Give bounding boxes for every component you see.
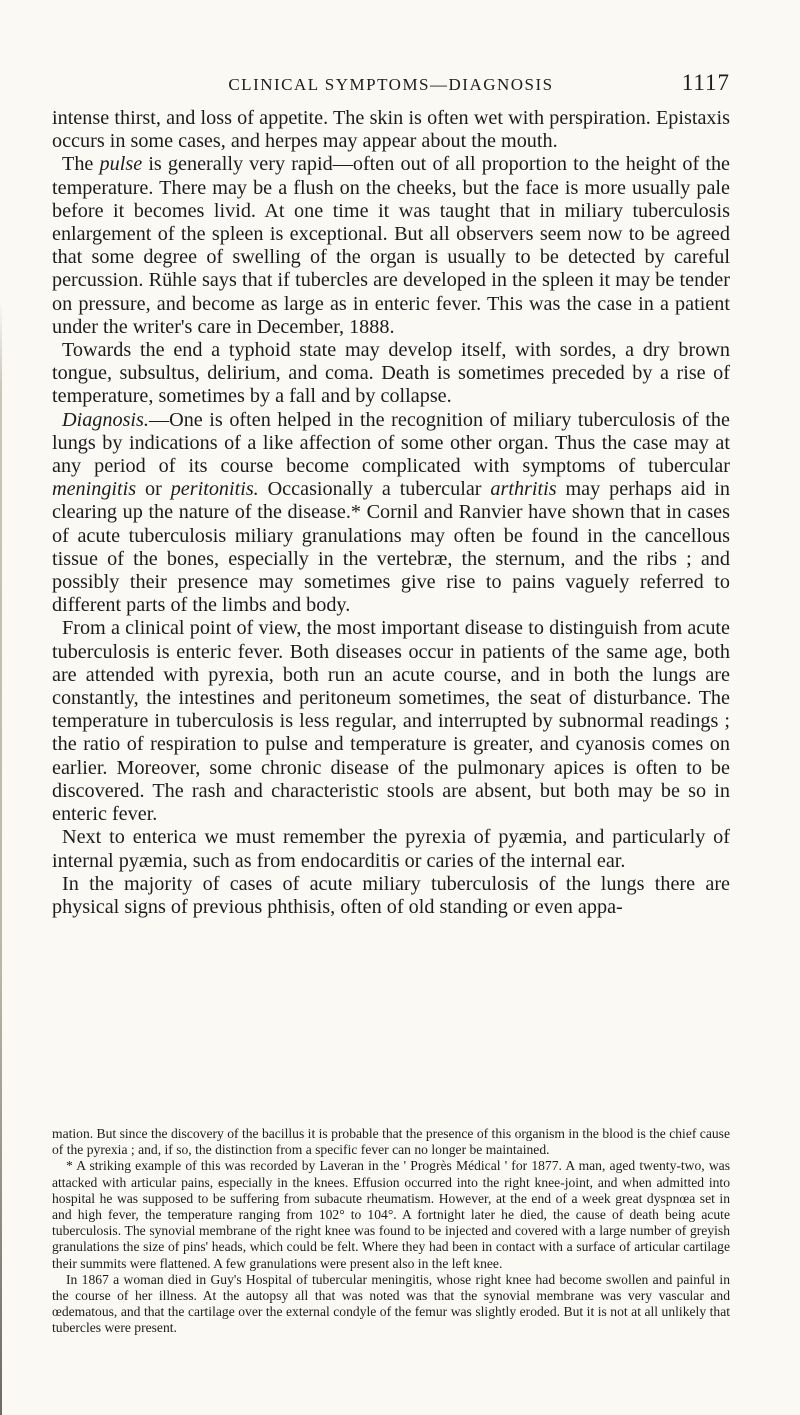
text-run: is generally very rapid—often out of all proportion to the height of the temperature. There may be a flush on the cheeks, but the face is more usually pale before it becomes livid. At one time it was taught that in miliary tuberculosis enlargement of the spleen is exceptional. But all observers seem now to be agreed that some degree of swelling of the organ is usually to be detected by careful percussion. Rühle says that if tubercles are developed in the spleen it may be tender on pressure, and become as large as in enteric fever. This was the case in a patient under the writer's care in December, 1888. [52,153,731,338]
footnote [52,1158,730,1271]
text-run: or [136,478,171,501]
paragraph [52,873,730,919]
paragraph [52,409,730,618]
page-number: 1117 [681,70,730,95]
italic-term: meningitis [52,478,137,501]
italic-term: pulse [99,153,143,176]
italic-term: peritonitis. [170,478,259,501]
text-run: In 1867 a woman died in Guy's Hospital of tubercular meningitis, whose right knee had become swollen and painful in the course of her illness. At the autopsy all that was noted was that the synovial membrane was very vascular and œdematous, and that the cartilage over the external condyle of the femur was slightly eroded. But it is not at all unlikely that tubercles were present. [52,1271,730,1336]
paragraph [52,826,730,872]
paragraph [52,153,730,339]
text-run: * A striking example of this was recorded by Laveran in the ' Progrès Médical ' for 1877. A man, aged twenty-two, was attacked with articular pains, especially in the knees. Effusion occurred into the right knee-joint, and when admitted into hospital he was supposed to be suffering from subacute rheumatism. However, at the end of a week great dyspnœa set in and high fever, the temperature ranging from 102° to 104°. A fortnight later he died, the cause of death being acute tuberculosis. The synovial membrane of the right knee was found to be injected and covered with a large number of greyish granulations the size of pins' heads, which could be felt. Where they had been in contact with a surface of articular cartilage their summits were flattened. A few granulations were present also in the left knee. [52,1158,730,1271]
text-run: may perhaps aid in clearing up the nature of the disease.* Cornil and Ranvier have shown that in cases of acute tuberculosis miliary granulations may often be found in the cancellous tissue of the bones, especially in the vertebræ, the sternum, and the ribs ; and possibly their presence may sometimes give rise to pains vaguely referred to different parts of the limbs and body. [52,478,730,617]
text-run: The [62,153,100,176]
text-run: Towards the end a typhoid state may develop itself, with sordes, a dry brown tongue, subsultus, delirium, and coma. Death is sometimes preceded by a rise of temperature, sometimes by a fall and by collapse. [52,339,730,408]
text-run: Occasionally a tubercular [258,478,491,501]
paragraph [52,339,730,409]
text-run: mation. But since the discovery of the bacillus it is probable that the presence of this organism in the blood is the chief cause of the pyrexia ; and, if so, the distinction from a specific fever can no longer be maintained. [52,1126,730,1158]
italic-term: Diagnosis. [62,408,149,431]
footnote [52,1272,730,1337]
page-header [52,70,730,102]
small-print-continuation [52,1126,730,1158]
text-run: intense thirst, and loss of appetite. The skin is often wet with perspiration. Epistaxis occurs in some cases, and herpes may appear about the mouth. [52,107,730,153]
text-run: Next to enterica we must remember the pyrexia of pyæmia, and particularly of internal pyæmia, such as from endocarditis or caries of the internal ear. [52,826,730,872]
paragraph [52,617,730,826]
text-run: In the majority of cases of acute miliary tuberculosis of the lungs there are physical signs of previous phthisis, often of old standing or even appa- [52,872,730,918]
text-run: From a clinical point of view, the most important disease to distinguish from acute tuberculosis is enteric fever. Both diseases occur in patients of the same age, both are attended with pyrexia, both run an acute course, and in both the lungs are constantly, the intestines and peritoneum sometimes, the seat of disturbance. The temperature in tuberculosis is less regular, and interrupted by subnormal readings ; the ratio of respiration to pulse and temperature is greater, and cyanosis comes on earlier. Moreover, some chronic disease of the pulmonary apices is often to be discovered. The rash and characteristic stools are absent, but both may be so in enteric fever. [52,617,730,826]
running-head: CLINICAL SYMPTOMS—DIAGNOSIS [228,75,554,94]
small-print-notes [52,1126,730,1337]
page-edge-shadow [0,300,2,1415]
text-run: —One is often helped in the recognition of miliary tuberculosis of the lungs by indications of a like affection of some other organ. Thus the case may at any period of its course become complicated with symptoms of tubercular [52,408,730,478]
paragraph [52,107,730,153]
main-text [52,107,730,919]
italic-term: arthritis [490,478,557,501]
